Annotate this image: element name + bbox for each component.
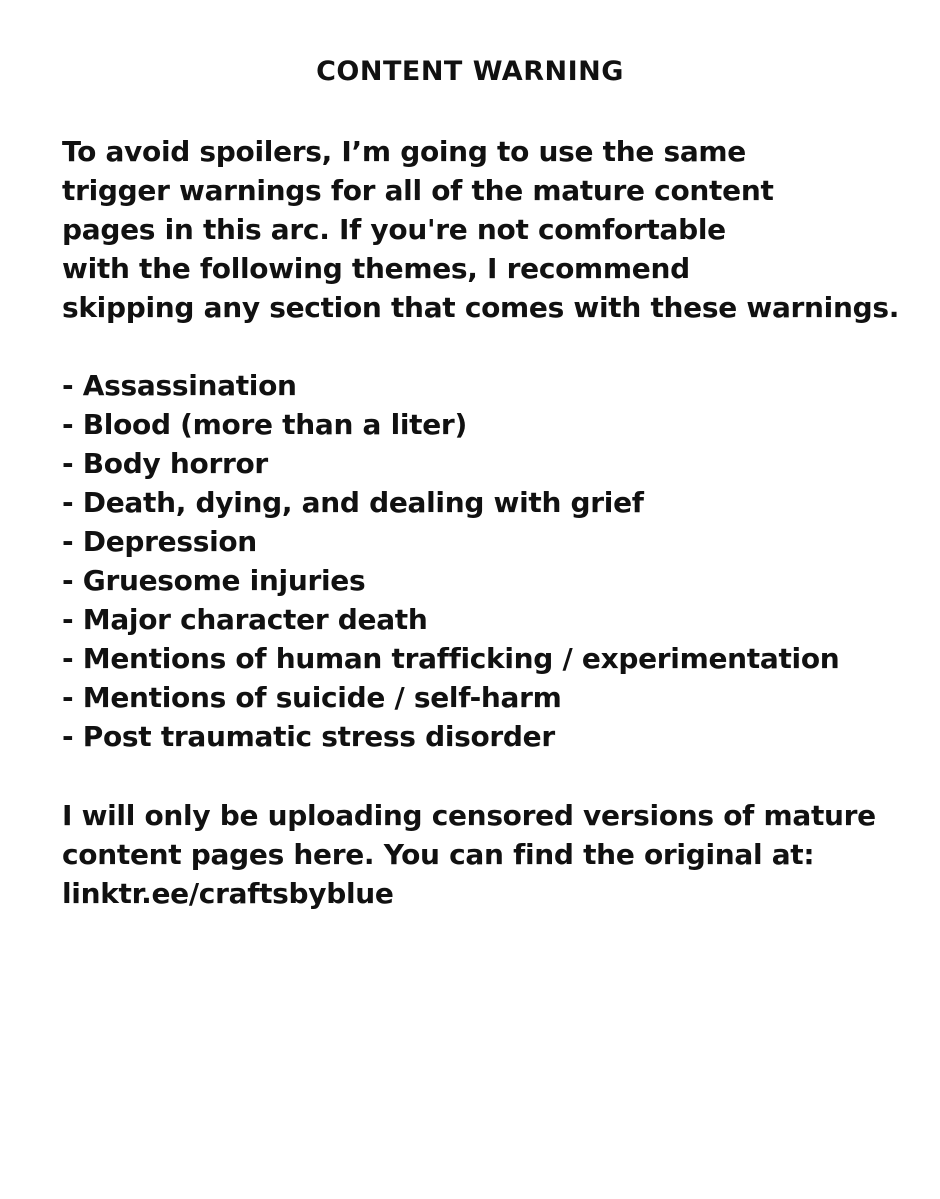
intro-line: skipping any section that comes with these warnings. [62, 291, 900, 324]
warning-item: - Death, dying, and dealing with grief [62, 486, 644, 519]
warning-item: - Depression [62, 525, 257, 558]
intro-paragraph [62, 132, 912, 327]
intro-line: pages in this arc. If you're not comfortable [62, 213, 726, 246]
page-title: CONTENT WARNING [316, 56, 624, 87]
source-link-text: linktr.ee/craftsbyblue [62, 877, 394, 910]
intro-line: with the following themes, I recommend [62, 252, 690, 285]
warning-item: - Post traumatic stress disorder [62, 720, 555, 753]
outro-line: I will only be uploading censored versions of mature [62, 799, 876, 832]
warning-item: - Blood (more than a liter) [62, 408, 467, 441]
intro-line: To avoid spoilers, I’m going to use the same [62, 135, 746, 168]
warning-item: - Gruesome injuries [62, 564, 366, 597]
outro-line: content pages here. You can find the original at: [62, 838, 815, 871]
warning-item: - Mentions of human trafficking / experimentation [62, 642, 840, 675]
warning-list [62, 366, 912, 756]
warning-item: - Body horror [62, 447, 268, 480]
warning-item: - Assassination [62, 369, 297, 402]
intro-line: trigger warnings for all of the mature content [62, 174, 774, 207]
warning-item: - Mentions of suicide / self-harm [62, 681, 562, 714]
outro-paragraph [62, 796, 912, 913]
warning-item: - Major character death [62, 603, 428, 636]
